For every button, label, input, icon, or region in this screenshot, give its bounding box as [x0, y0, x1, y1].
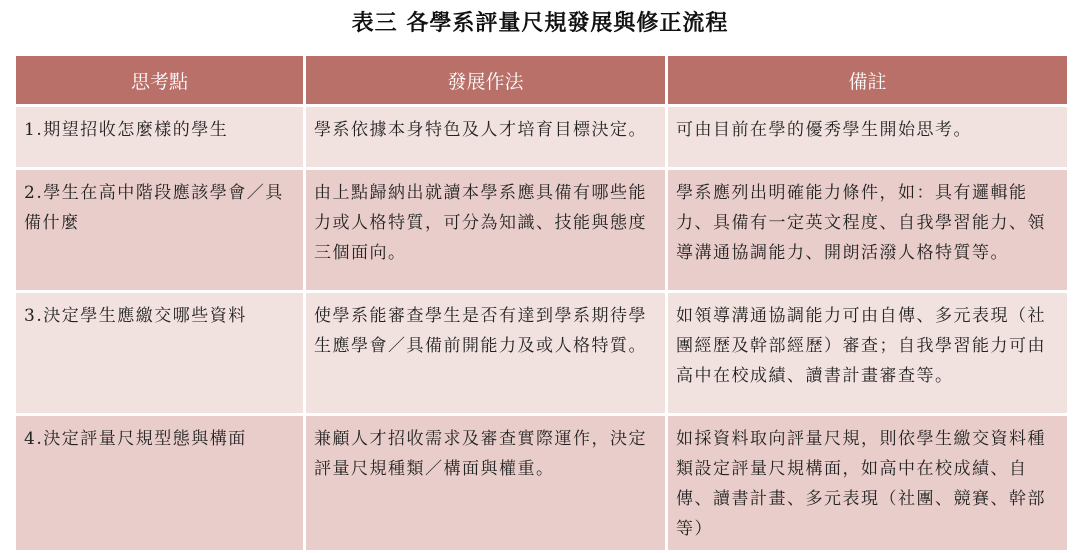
remarks-cell: 如領導溝通協調能力可由自傳、多元表現（社團經歷及幹部經歷）審查；自我學習能力可由高中在校成績、讀書計畫審查等。: [667, 292, 1069, 415]
development-method-cell: 由上點歸納出就讀本學系應具備有哪些能力或人格特質，可分為知識、技能與態度三個面向。: [305, 169, 667, 292]
table-row: [15, 292, 1069, 415]
development-method-cell: 使學系能審查學生是否有達到學系期待學生應學會／具備前開能力及或人格特質。: [305, 292, 667, 415]
thinking-point-cell: 2.學生在高中階段應該學會／具備什麼: [15, 169, 305, 292]
thinking-point-cell: 1.期望招收怎麼樣的學生: [15, 106, 305, 169]
table-title: 表三 各學系評量尺規發展與修正流程: [351, 11, 729, 36]
remarks-cell: 如採資料取向評量尺規，則依學生繳交資料種類設定評量尺規構面，如高中在校成績、自傳、讀書計畫、多元表現（社團、競賽、幹部等）: [667, 415, 1069, 552]
thinking-point-cell: 4.決定評量尺規型態與構面: [15, 415, 305, 552]
development-method-cell: 兼顧人才招收需求及審查實際運作，決定評量尺規種類／構面與權重。: [305, 415, 667, 552]
thinking-point-cell: 3.決定學生應繳交哪些資料: [15, 292, 305, 415]
table-row: [15, 106, 1069, 169]
development-method-cell: 學系依據本身特色及人才培育目標決定。: [305, 106, 667, 169]
header-remarks: 備註: [667, 56, 1069, 106]
header-development-method: 發展作法: [305, 56, 667, 106]
header-thinking-point: 思考點: [15, 56, 305, 106]
table-row: [15, 169, 1069, 292]
remarks-cell: 學系應列出明確能力條件，如：具有邏輯能力、具備有一定英文程度、自我學習能力、領導溝通協調能力、開朗活潑人格特質等。: [667, 169, 1069, 292]
process-table: [13, 56, 1070, 553]
header-row: [15, 56, 1069, 106]
table-row: [15, 415, 1069, 552]
remarks-cell: 可由目前在學的優秀學生開始思考。: [667, 106, 1069, 169]
